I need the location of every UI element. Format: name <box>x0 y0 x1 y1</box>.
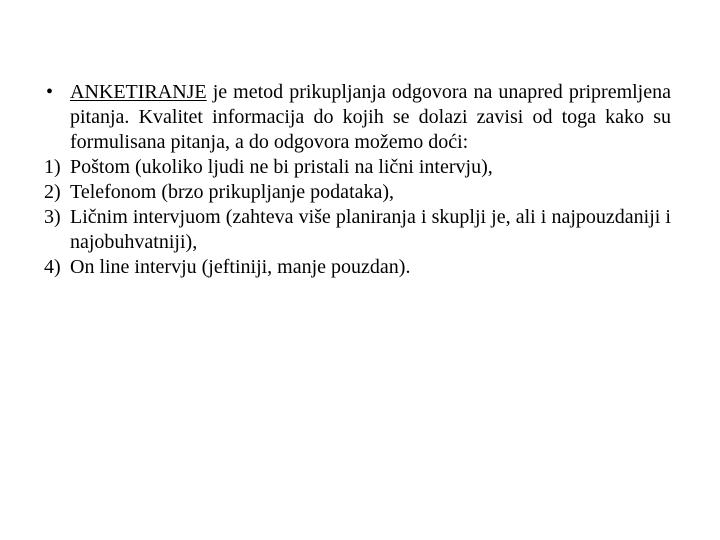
bullet-paragraph <box>44 80 671 155</box>
list-item-text: On line intervju (jeftiniji, manje pouzdan). <box>70 256 411 278</box>
bullet-marker: • <box>46 81 54 103</box>
list-item-2 <box>44 180 671 205</box>
list-item-text: Poštom (ukoliko ljudi ne bi pristali na lični intervju), <box>70 156 493 178</box>
list-item-marker: 4) <box>44 256 61 278</box>
term-anketiranje: ANKETIRANJE <box>70 81 207 103</box>
list-item-marker: 2) <box>44 181 61 203</box>
list-item-text: Telefonom (brzo prikupljanje podataka), <box>70 181 395 203</box>
bullet-text: je metod prikupljanja odgovora na unapred pripremljena pitanja. Kvalitet informacija do kojih se dolazi zavisi od toga kako su formulisana pitanja, a do odgovora možemo doći: <box>70 81 671 153</box>
list-item-text: Ličnim intervjuom (zahteva više planiranja i skuplji je, ali i najpouzdaniji i najobuhvatniji), <box>70 206 671 253</box>
list-item-1 <box>44 155 671 180</box>
slide-body <box>44 80 671 280</box>
list-item-marker: 3) <box>44 206 61 228</box>
list-item-marker: 1) <box>44 156 61 178</box>
list-item-3 <box>44 205 671 255</box>
list-item-4 <box>44 255 671 280</box>
